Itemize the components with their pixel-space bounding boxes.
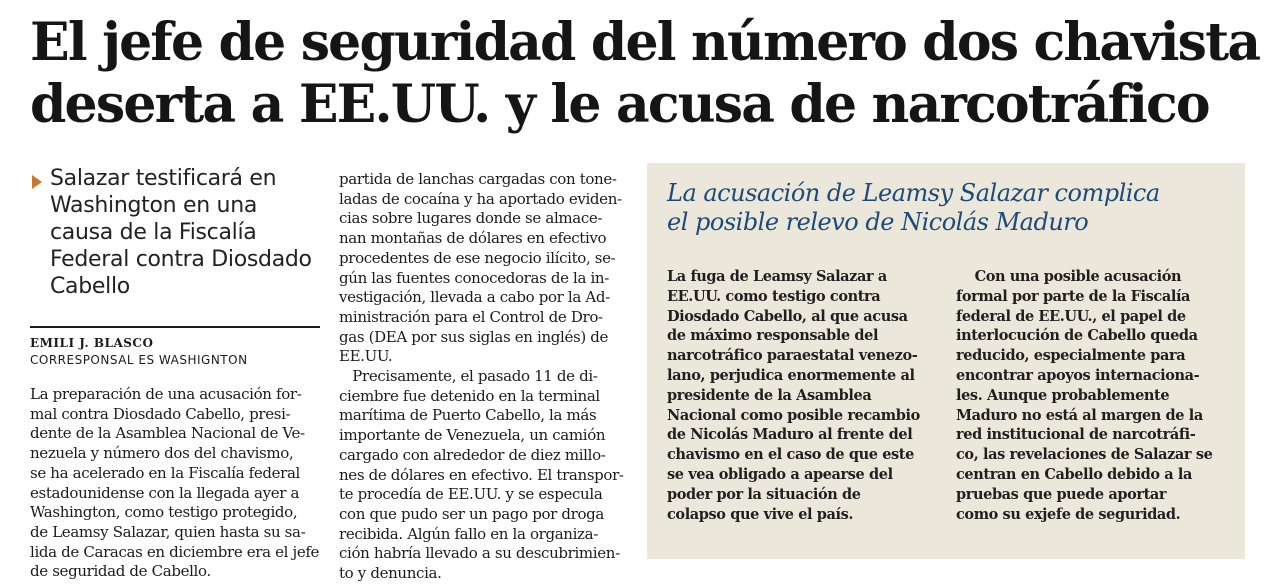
text-line: to y denuncia.: [339, 564, 442, 583]
text-line: ciembre fue detenido en la terminal: [339, 386, 600, 405]
text-line: federal de EE.UU., el papel de: [956, 307, 1186, 325]
text-line: ción habría llevado a su descubrimien-: [339, 544, 620, 563]
text-line: poder por la situación de: [667, 485, 861, 503]
text-line: procedentes de ese negocio ilícito, se-: [339, 248, 616, 267]
text-line: marítima de Puerto Cabello, la más: [339, 406, 597, 425]
byline-author: EMILI J. BLASCO: [30, 336, 154, 350]
summary-column: [30, 165, 320, 300]
summary-block: [30, 165, 320, 300]
text-line: lano, perjudica enormemente al: [667, 366, 915, 384]
byline-role: CORRESPONSAL ES WASHIGNTON: [30, 353, 248, 367]
text-line: estadounidense con la llegada ayer a: [30, 483, 300, 502]
text-line: Diosdado Cabello, al que acusa: [667, 307, 908, 325]
triangle-bullet-icon: [32, 175, 42, 189]
text-line: dente de la Asamblea Nacional de Ve-: [30, 424, 305, 443]
text-line: mal contra Diosdado Cabello, presi-: [30, 404, 291, 423]
text-line: formal por parte de la Fiscalía: [956, 287, 1191, 305]
text-line: chavismo en el caso de que este: [667, 446, 914, 464]
article-column-2: [339, 170, 634, 584]
text-line: recibida. Algún fallo en la organiza-: [339, 524, 598, 543]
text-line: lida de Caracas en diciembre era el jefe: [30, 542, 320, 561]
text-line: co, las revelaciones de Salazar se: [956, 446, 1213, 464]
text-line: nezuela y número dos del chavismo,: [30, 444, 294, 463]
text-line: ministración para el Control de Dro-: [339, 307, 603, 326]
text-line: se vea obligado a apearse del: [667, 465, 893, 483]
text-line: Maduro no está al margen de la: [956, 406, 1203, 424]
text-line: con que pudo ser un pago por droga: [339, 504, 604, 523]
text-line: se ha acelerado en la Fiscalía federal: [30, 463, 301, 482]
text-line: te procedía de EE.UU. y se especula: [339, 485, 603, 504]
text-line: EE.UU. como testigo contra: [667, 287, 881, 305]
text-line: cias sobre lugares donde se almace-: [339, 209, 603, 228]
text-line: de máximo responsable del: [667, 327, 879, 345]
text-line: gún las fuentes conocedoras de la in-: [339, 268, 609, 287]
text-line: les. Aunque probablemente: [956, 386, 1170, 404]
text-line: Nacional como posible recambio: [667, 406, 920, 424]
text-line: Precisamente, el pasado 11 de di-: [339, 367, 598, 386]
text-line: encontrar apoyos internaciona-: [956, 366, 1200, 384]
text-line: centran en Cabello debido a la: [956, 465, 1192, 483]
text-line: de Leamsy Salazar, quien hasta su sa-: [30, 522, 306, 541]
sidebar-box: [647, 163, 1245, 559]
headline: [30, 12, 1265, 136]
text-line: ladas de cocaína y ha aportado eviden-: [339, 189, 622, 208]
text-line: pruebas que puede aportar: [956, 485, 1167, 503]
headline-line: deserta a EE.UU. y le acusa de narcotráfico: [30, 74, 1209, 135]
sidebar-column-2: [956, 267, 1236, 524]
text-line: colapso que vive el país.: [667, 505, 854, 523]
text-line: Washington, como testigo protegido,: [30, 503, 298, 522]
text-line: La preparación de una acusación for-: [30, 385, 302, 403]
text-line: interlocución de Cabello queda: [956, 327, 1198, 345]
text-line: La fuga de Leamsy Salazar a: [667, 268, 887, 285]
text-line: Con una posible acusación: [956, 268, 1182, 285]
sidebar-title-line: el posible relevo de Nicolás Maduro: [667, 208, 1089, 236]
text-line: nan montañas de dólares en efectivo: [339, 229, 607, 248]
text-line: de seguridad de Cabello.: [30, 562, 211, 581]
text-line: cargado con alrededor de diez millo-: [339, 445, 606, 464]
text-line: red institucional de narcotráfi-: [956, 426, 1196, 444]
summary-text: Salazar testificará en Washington en una causa de la Fiscalía Federal contra Diosdado Cabello: [50, 166, 312, 299]
byline: [30, 335, 320, 369]
sidebar-title-line: La acusación de Leamsy Salazar complica: [667, 179, 1160, 207]
headline-line: El jefe de seguridad del número dos chavista: [30, 12, 1260, 73]
article-column-1: [30, 385, 325, 582]
text-line: EE.UU.: [339, 347, 393, 366]
text-line: gas (DEA por sus siglas en inglés) de: [339, 327, 609, 346]
text-line: de Nicolás Maduro al frente del: [667, 426, 913, 444]
text-line: presidente de la Asamblea: [667, 386, 872, 404]
text-line: importante de Venezuela, un camión: [339, 426, 606, 445]
sidebar-title: [667, 179, 1232, 237]
text-line: nes de dólares en efectivo. El transpor-: [339, 465, 624, 484]
text-line: reducido, especialmente para: [956, 347, 1186, 365]
byline-divider: [30, 326, 320, 328]
text-line: como su exjefe de seguridad.: [956, 505, 1181, 523]
sidebar-column-1: [667, 267, 937, 524]
text-line: narcotráfico paraestatal venezo-: [667, 347, 918, 365]
text-line: partida de lanchas cargadas con tone-: [339, 170, 617, 188]
text-line: vestigación, llevada a cabo por la Ad-: [339, 288, 610, 307]
